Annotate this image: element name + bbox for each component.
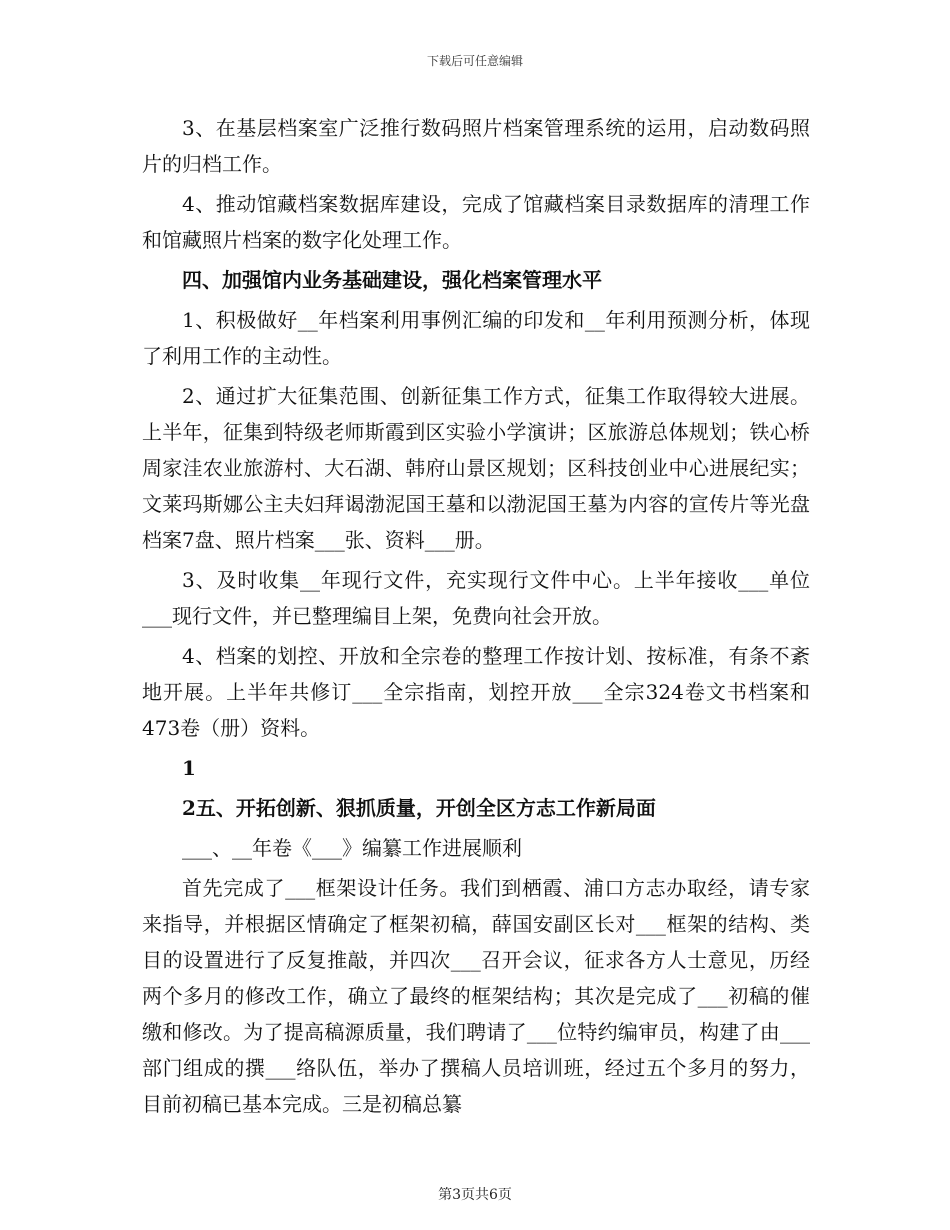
paragraph: 4、档案的划控、开放和全宗卷的整理工作按计划、按标准，有条不紊地开展。上半年共修订___全宗指南，划控开放___全宗324卷文书档案和473卷（册）资料。 [142,644,810,740]
paragraph: 1、积极做好__年档案利用事例汇编的印发和__年利用预测分析，体现了利用工作的主动性。 [142,308,810,368]
document-body [142,110,810,1126]
paragraph: 3、及时收集__年现行文件，充实现行文件中心。上半年接收___单位___现行文件，并已整理编目上架，免费向社会开放。 [142,568,810,628]
paragraph: 首先完成了___框架设计任务。我们到栖霞、浦口方志办取经，请专家来指导，并根据区情确定了框架初稿，薛国安副区长对___框架的结构、类目的设置进行了反复推敲，并四次___召开会议，征求各方人士意见，历经两个多月的修改工作，确立了最终的框架结构；其次是完成了___初稿的催缴和修改。为了提高稿源质量，我们聘请了___位特约编审员，构建了由___部门组成的撰___络队伍，举办了撰稿人员培训班，经过五个多月的努力，目前初稿已基本完成。三是初稿总纂 [142,876,810,1116]
paragraph: 4、推动馆藏档案数据库建设，完成了馆藏档案目录数据库的清理工作和馆藏照片档案的数字化处理工作。 [142,192,810,252]
page-number-marker: 1 [182,756,196,780]
section-heading: 四、加强馆内业务基础建设，强化档案管理水平 [182,268,602,292]
page-header: 下载后可任意编辑 [426,54,523,68]
paragraph: 3、在基层档案室广泛推行数码照片档案管理系统的运用，启动数码照片的归档工作。 [142,116,810,176]
subheading: ___、__年卷《___》编纂工作进展顺利 [182,836,522,860]
page-footer: 第3页共6页 [438,1187,512,1203]
paragraph: 2、通过扩大征集范围、创新征集工作方式，征集工作取得较大进展。上半年，征集到特级老师斯霞到区实验小学演讲；区旅游总体规划；铁心桥周家洼农业旅游村、大石湖、韩府山景区规划；区科技创业中心进展纪实；文莱玛斯娜公主夫妇拜谒渤泥国王墓和以渤泥国王墓为内容的宣传片等光盘档案7盘、照片档案___张、资料___册。 [142,384,810,552]
section-heading: 2五、开拓创新、狠抓质量，开创全区方志工作新局面 [182,796,656,820]
